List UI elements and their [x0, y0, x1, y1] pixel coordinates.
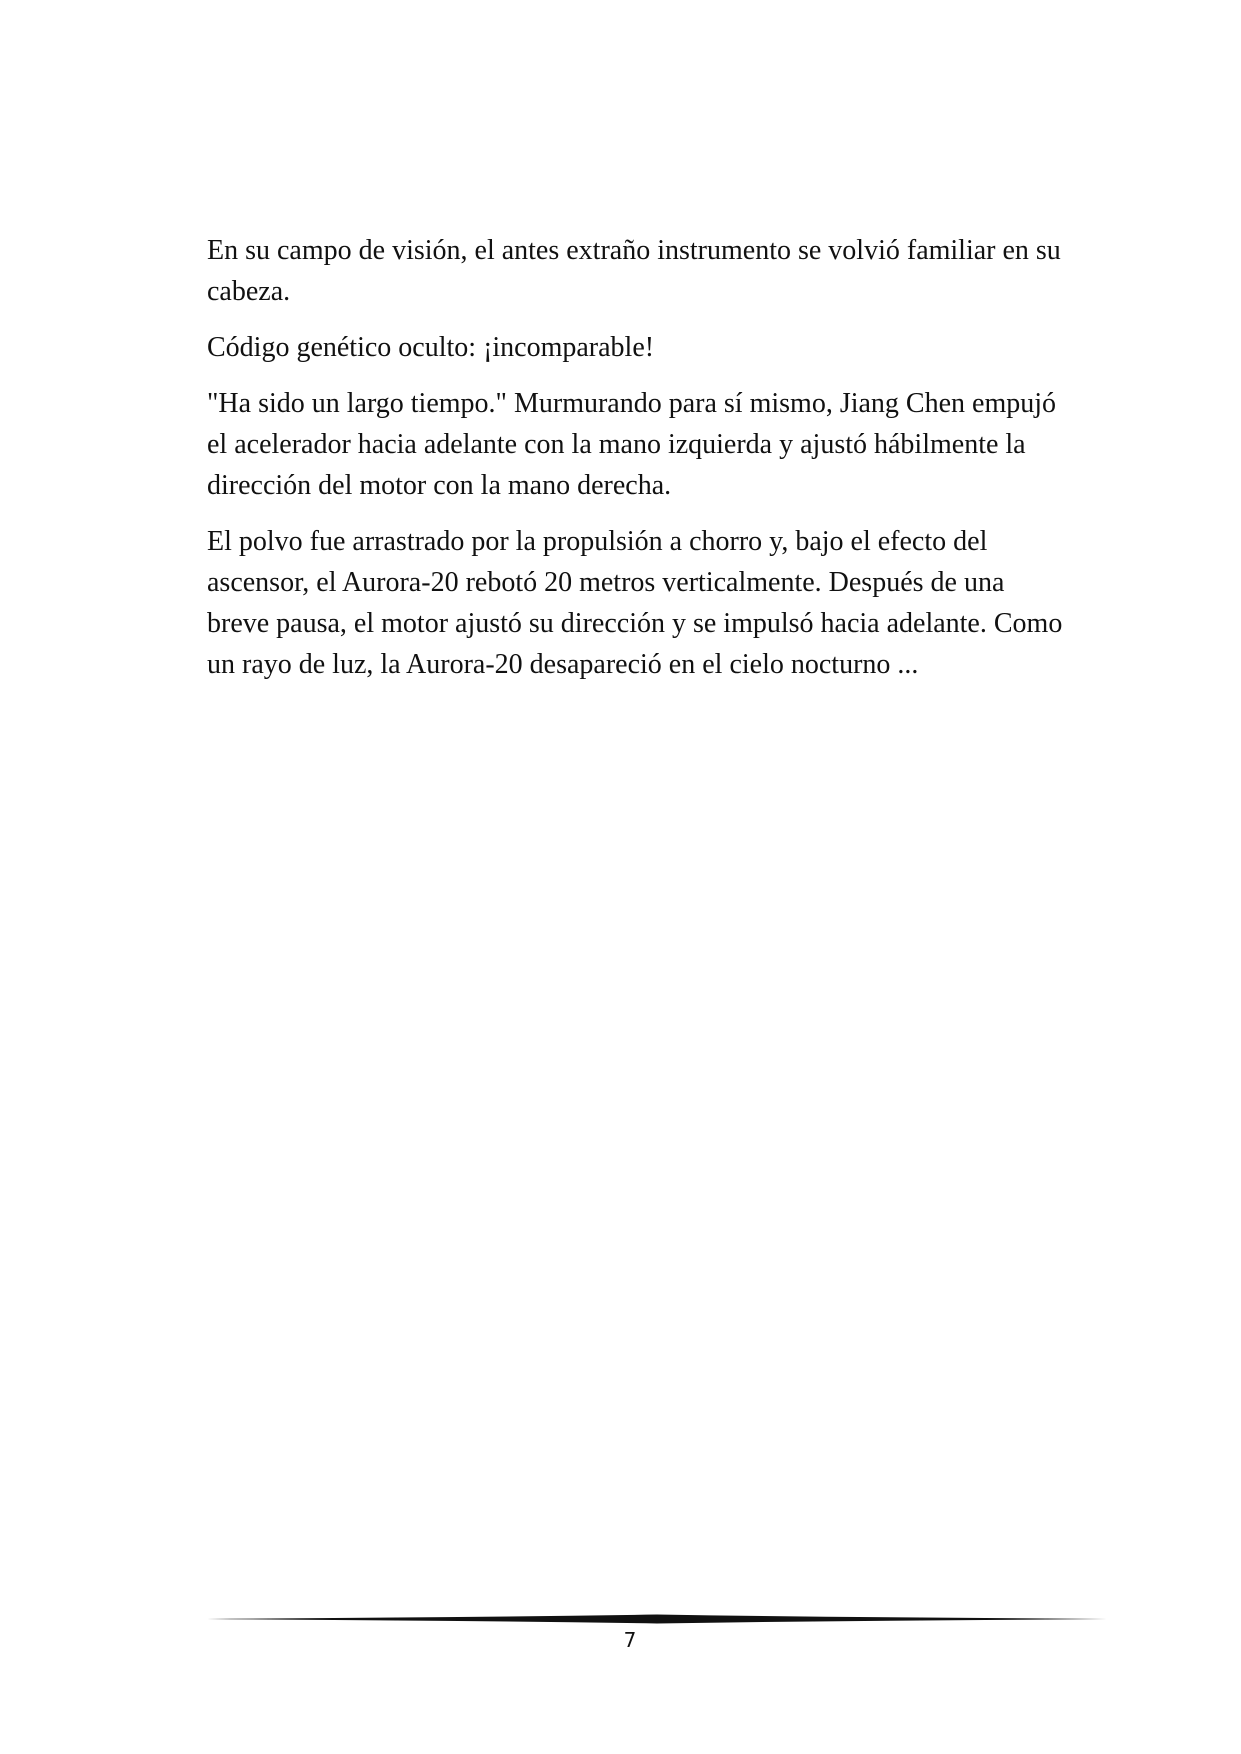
- paragraph-3: "Ha sido un largo tiempo." Murmurando para sí mismo, Jiang Chen empujó el acelerador hacia adelante con la mano izquierda y ajustó hábilmente la dirección del motor con la mano derecha.: [207, 388, 1057, 501]
- paragraph-4: El polvo fue arrastrado por la propulsión a chorro y, bajo el efecto del ascensor, el Aurora-20 rebotó 20 metros verticalmente. Después de una breve pausa, el motor ajustó su dirección y se impulsó hacia adelante. Como un rayo de luz, la Aurora-20 desapareció en el cielo nocturno ...: [207, 526, 1063, 680]
- body-text: [207, 230, 1067, 700]
- footer-divider: [207, 1612, 1107, 1626]
- paragraph-1: En su campo de visión, el antes extraño instrumento se volvió familiar en su cabeza.: [207, 235, 1061, 307]
- page-number: 7: [623, 1628, 637, 1652]
- paragraph-2: Código genético oculto: ¡incomparable!: [207, 332, 655, 363]
